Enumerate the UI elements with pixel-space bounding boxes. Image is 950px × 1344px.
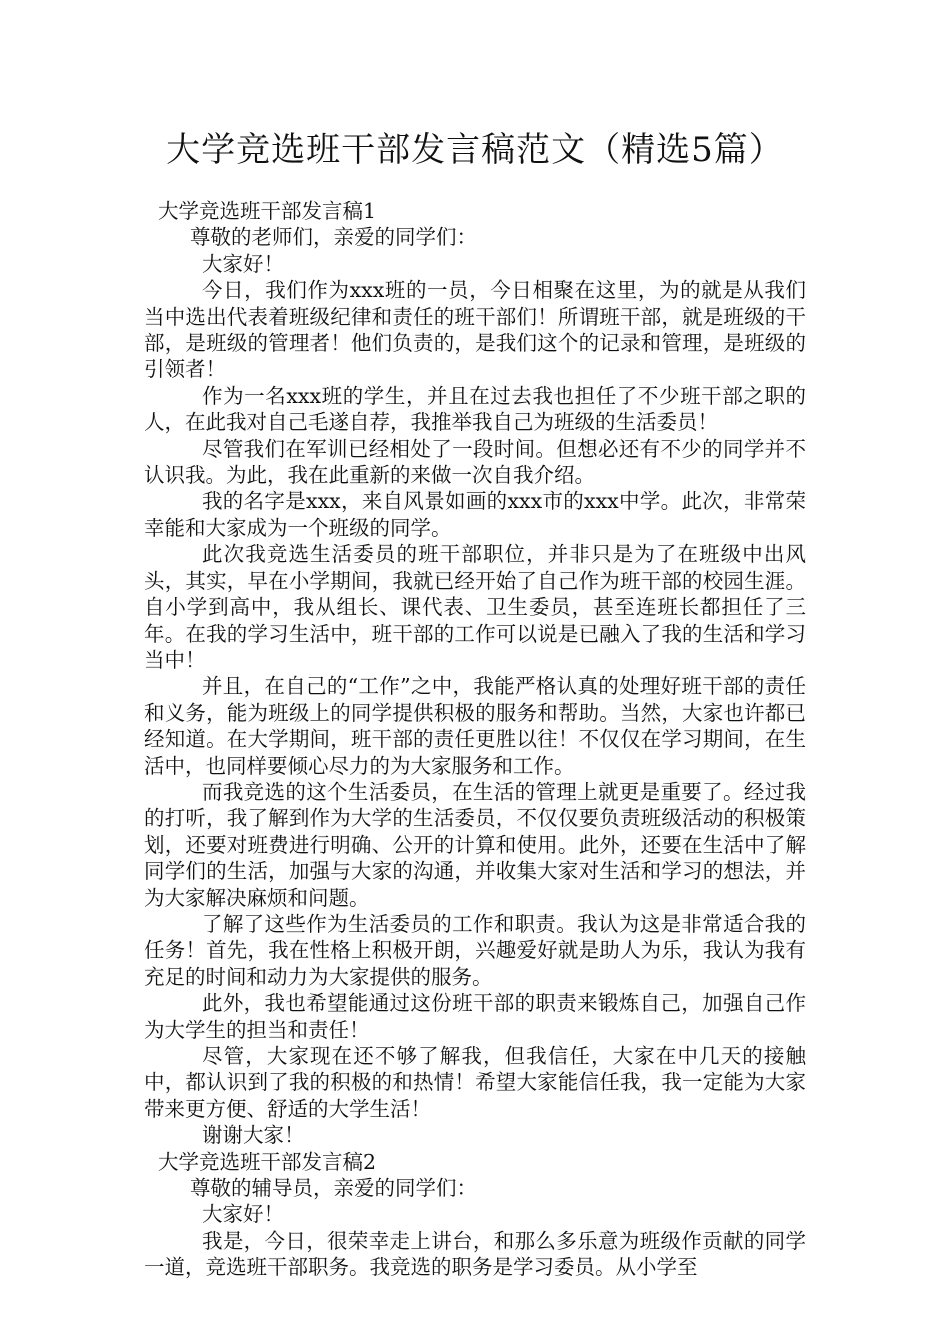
paragraph: 了解了这些作为生活委员的工作和职责。我认为这是非常适合我的任务！首先，我在性格上积极开朗，兴趣爱好就是助人为乐，我认为我有充足的时间和动力为大家提供的服务。	[144, 911, 806, 989]
paragraph: 大家好！	[202, 1202, 284, 1227]
paragraph: 我的名字是xxx，来自风景如画的xxx市的xxx中学。此次，非常荣幸能和大家成为一个班级的同学。	[144, 489, 806, 540]
section-heading: 大学竞选班干部发言稿1	[158, 199, 377, 223]
paragraph: 此次我竞选生活委员的班干部职位，并非只是为了在班级中出风头，其实，早在小学期间，我就已经开始了自己作为班干部的校园生涯。自小学到高中，我从组长、课代表、卫生委员，甚至连班长都担任了三年。在我的学习生活中，班干部的工作可以说是已融入了我的生活和学习当中！	[144, 542, 806, 672]
paragraph: 今日，我们作为xxx班的一员，今日相聚在这里，为的就是从我们当中选出代表着班级纪律和责任的班干部们！所谓班干部，就是班级的干部，是班级的管理者！他们负责的，是我们这个的记录和管理，是班级的引领者！	[144, 278, 806, 382]
paragraph: 大家好！	[202, 251, 284, 276]
paragraph: 尽管，大家现在还不够了解我，但我信任，大家在中几天的接触中，都认识到了我的积极的和热情！希望大家能信任我，我一定能为大家带来更方便、舒适的大学生活！	[144, 1044, 806, 1121]
salutation: 尊敬的老师们，亲爱的同学们：	[190, 225, 477, 250]
salutation: 尊敬的辅导员，亲爱的同学们：	[190, 1176, 477, 1201]
paragraph: 尽管我们在军训已经相处了一段时间。但想必还有不少的同学并不认识我。为此，我在此重新的来做一次自我介绍。	[144, 436, 806, 488]
paragraph: 谢谢大家！	[202, 1123, 305, 1148]
paragraph: 我是，今日，很荣幸走上讲台，和那么多乐意为班级作贡献的同学一道，竞选班干部职务。我竞选的职务是学习委员。从小学至	[144, 1228, 806, 1280]
section-heading: 大学竞选班干部发言稿2	[158, 1149, 377, 1174]
document-body	[144, 198, 806, 1281]
paragraph: 此外，我也希望能通过这份班干部的职责来锻炼自己，加强自己作为大学生的担当和责任！	[144, 991, 806, 1042]
paragraph: 而我竞选的这个生活委员，在生活的管理上就更是重要了。经过我的打听，我了解到作为大学的生活委员，不仅仅要负责班级活动的积极策划，还要对班费进行明确、公开的计算和使用。此外，还要在生活中了解同学们的生活，加强与大家的沟通，并收集大家对生活和学习的想法，并为大家解决麻烦和问题。	[144, 779, 806, 910]
paragraph: 并且，在自己的“工作”之中，我能严格认真的处理好班干部的责任和义务，能为班级上的同学提供积极的服务和帮助。当然，大家也许都已经知道。在大学期间，班干部的责任更胜以往！不仅仅在学习期间，在生活中，也同样要倾心尽力的为大家服务和工作。	[144, 674, 806, 778]
paragraph: 作为一名xxx班的学生，并且在过去我也担任了不少班干部之职的人，在此我对自己毛遂自荐，我推举我自己为班级的生活委员！	[144, 383, 806, 435]
document-title: 大学竞选班干部发言稿范文（精选5篇）	[166, 130, 784, 170]
